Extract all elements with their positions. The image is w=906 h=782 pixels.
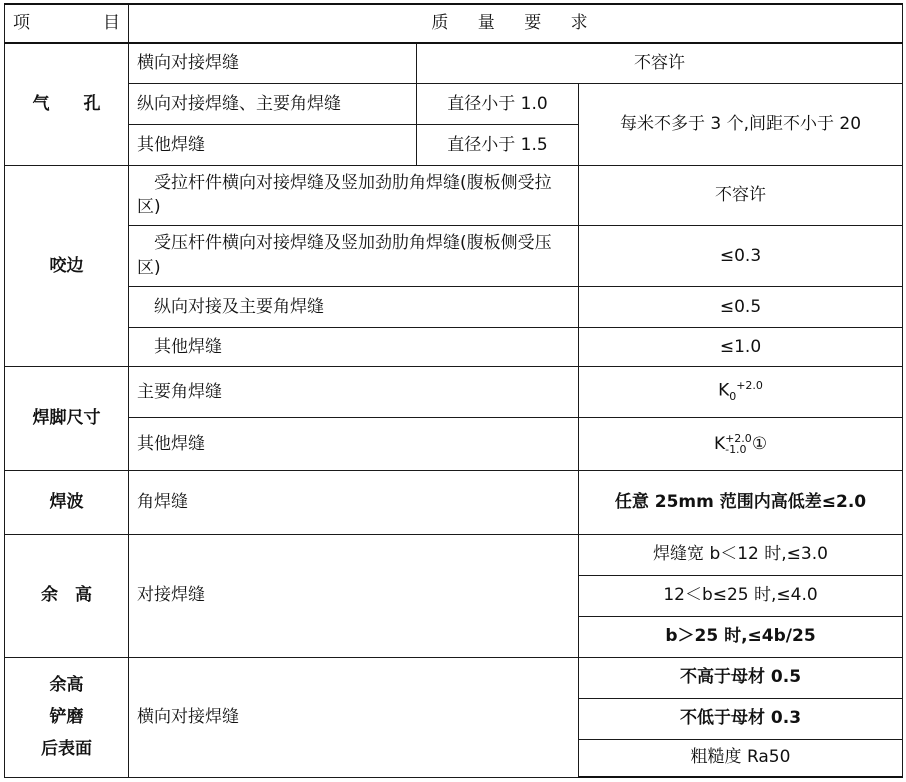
leg-size-sub-2: -1.0 — [725, 442, 747, 456]
porosity-dia-3: 直径小于 1.5 — [417, 125, 579, 166]
porosity-cond-1: 横向对接焊缝 — [129, 43, 417, 84]
undercut-cond-3: 纵向对接及主要角焊缝 — [129, 287, 579, 328]
ground-cond: 横向对接焊缝 — [129, 657, 579, 777]
undercut-req-3: ≤0.5 — [579, 287, 903, 328]
reinforcement-req-1: 焊缝宽 b＜12 时,≤3.0 — [579, 534, 903, 575]
leg-size-row-2 — [5, 418, 903, 471]
undercut-cond-2: 受压杆件横向对接焊缝及竖加劲肋角焊缝(腹板侧受压区) — [129, 225, 579, 286]
ripple-row — [5, 471, 903, 534]
leg-size-req-1 — [579, 366, 903, 417]
undercut-row-1 — [5, 166, 903, 225]
reinforcement-cond: 对接焊缝 — [129, 534, 579, 657]
ground-req-3: 粗糙度 Ra50 — [579, 739, 903, 777]
undercut-row-4 — [5, 328, 903, 367]
leg-size-sup-1: +2.0 — [736, 379, 763, 393]
leg-size-base-1: K — [718, 381, 730, 402]
leg-size-sub-1: 0 — [729, 390, 737, 404]
header-item: 项 目 — [5, 4, 129, 43]
footnote-marker: ① — [751, 433, 768, 454]
ground-req-2: 不低于母材 0.3 — [579, 698, 903, 739]
undercut-cond-1: 受拉杆件横向对接焊缝及竖加劲肋角焊缝(腹板侧受拉区) — [129, 166, 579, 225]
header-requirement: 质 量 要 求 — [129, 4, 903, 43]
undercut-req-2: ≤0.3 — [579, 225, 903, 286]
leg-size-cond-2: 其他焊缝 — [129, 418, 579, 471]
ripple-req: 任意 25mm 范围内高低差≤2.0 — [579, 471, 903, 534]
ground-row-1 — [5, 657, 903, 698]
undercut-req-4: ≤1.0 — [579, 328, 903, 367]
leg-size-cond-1: 主要角焊缝 — [129, 366, 579, 417]
ripple-cond: 角焊缝 — [129, 471, 579, 534]
reinforcement-req-3: b＞25 时,≤4b/25 — [579, 616, 903, 657]
undercut-row-2 — [5, 225, 903, 286]
leg-size-item: 焊脚尺寸 — [5, 366, 129, 470]
leg-size-row-1 — [5, 366, 903, 417]
undercut-cond-4: 其他焊缝 — [129, 328, 579, 367]
weld-quality-table — [4, 3, 903, 778]
header-row — [5, 4, 903, 43]
reinforcement-row-1 — [5, 534, 903, 575]
reinforcement-req-2: 12＜b≤25 时,≤4.0 — [579, 575, 903, 616]
ground-item-line-3: 后表面 — [41, 739, 92, 760]
porosity-row-1 — [5, 43, 903, 84]
ground-item-line-1: 余高 — [49, 674, 84, 695]
undercut-row-3 — [5, 287, 903, 328]
undercut-item: 咬边 — [5, 166, 129, 367]
reinforcement-item: 余 高 — [5, 534, 129, 657]
leg-size-sup-2: +2.0 — [725, 431, 752, 445]
undercut-req-1: 不容许 — [579, 166, 903, 225]
porosity-shared-req: 每米不多于 3 个,间距不小于 20 — [579, 84, 903, 166]
porosity-dia-2: 直径小于 1.0 — [417, 84, 579, 125]
porosity-cond-3: 其他焊缝 — [129, 125, 417, 166]
porosity-item: 气 孔 — [5, 43, 129, 166]
leg-size-base-2: K — [713, 433, 726, 454]
porosity-cond-2: 纵向对接焊缝、主要角焊缝 — [129, 84, 417, 125]
ground-item-line-2: 铲磨 — [49, 706, 84, 727]
ripple-item: 焊波 — [5, 471, 129, 534]
ground-req-1: 不高于母材 0.5 — [579, 657, 903, 698]
porosity-row-2 — [5, 84, 903, 125]
leg-size-req-2 — [579, 418, 903, 471]
porosity-req-1: 不容许 — [417, 43, 903, 84]
ground-item — [5, 657, 129, 777]
